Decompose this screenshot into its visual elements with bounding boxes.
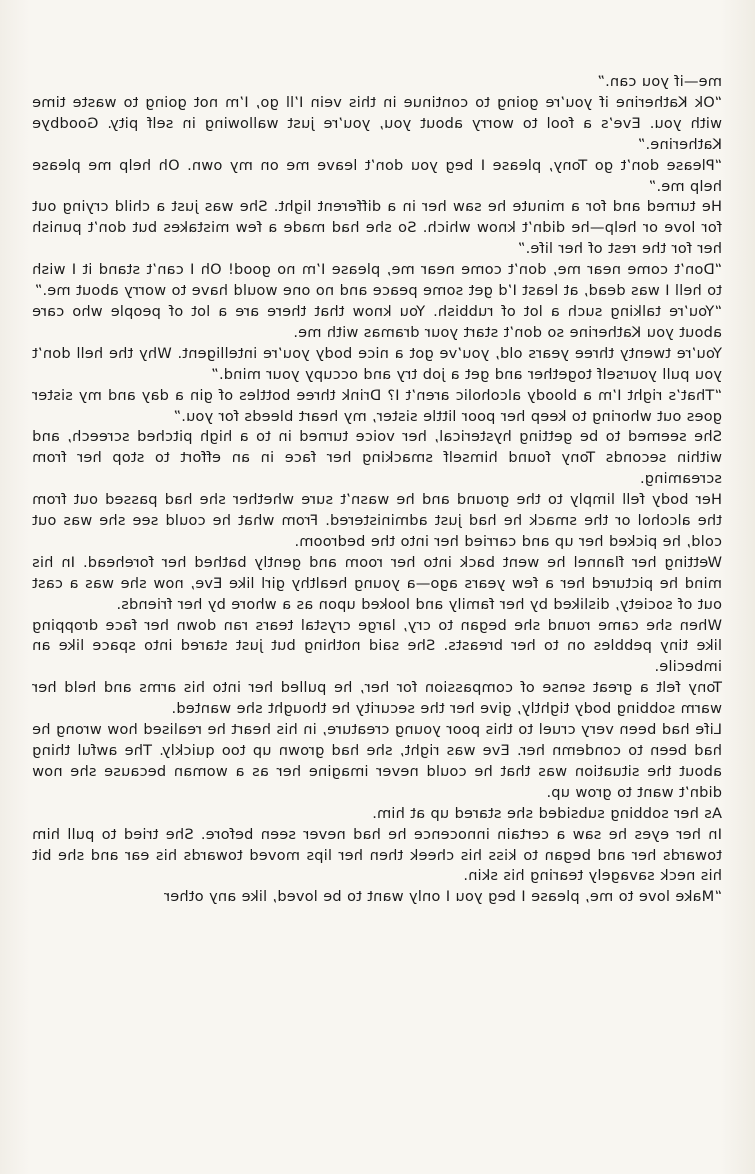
paragraph: Her body fell limply to the ground and he wasn’t sure whether she had passed out from the alcohol or the smack he had just administered. From what he could see she was out cold, he picked her up and carried her into the bedroom. [32,491,722,550]
paragraph: “Please don’t go Tony, please I beg you don’t leave me on my own. Oh help me please help me.” [32,156,722,195]
paragraph: He turned and for a minute he saw her in a different light. She was just a child crying out for love or help—he didn’t know which. So she had made a few mistakes but don’t punish her for the rest of her life.” [32,198,722,258]
paragraph: In her eyes he saw a certain innocence he had never seen before. She tried to pull him towards her and began to kiss his cheek then her lips moved towards his ear and she bit his neck savagely tearing his skin. [32,825,722,885]
paragraph: Wetting her flannel he went back into her room and gently bathed her forehead. In his mind he pictured her a few years ago—a young healthy girl like Eve, now she was a cast out of society, disliked by her family and looked upon as a whore by her friends. [32,553,722,613]
paragraph: You’re twenty three years old, you’ve got a nice body you’re intelligent. Why the hell don’t you pull yourself together and get a job try and occupy your mind.” [32,344,722,383]
paragraph: Life had been very cruel to this poor young creature, in his heart he realised how wrong he had been to condemn her. Eve was right, she had grown up too quickly. The awful thing about the situation was that he could never imagine her as a woman because she now didn’t want to grow up. [32,721,722,801]
paragraph: She seemed to be getting hysterical, her voice turned in to a high pitched screech, and within seconds Tony found himself smacking her face in an effort to stop her from screaming. [32,428,722,488]
paragraph: When she came round she began to cry, large crystal tears ran down her face dropping like tiny pebbles on to her breasts. She said nothing but just stared into space like an imbecile. [32,616,722,676]
paragraph: “Make love to me, please I beg you I only want to be loved, like any other [164,888,722,906]
paragraph: “Don’t come near me, don’t come near me, please I’m no good! Oh I can’t stand it I wish to hell I was dead, at least I’d get some peace and no one would have to worry about me.” [32,261,722,300]
paragraph: “Ok Katherine if you’re going to continue in this vein I’ll go, I’m not going to waste time with you. Eve’s a fool to worry about you, you’re just wallowing in self pity. Goodbye Katherine.” [32,93,722,153]
paragraph: me—if you can.” [597,73,722,90]
mirrored-text-block [32,72,722,908]
paragraph: “That’s right I’m a bloody alcoholic aren’t I? Drink three bottles of gin a day and my sister goes out whoring to keep her poor little sister, my heart bleeds for you.” [32,386,722,425]
paragraph: “You’re talking such a lot of rubbish. You know that there are a lot of people who care about you Katherine so don’t start your dramas with me. [32,302,722,341]
paragraph: As her sobbing subsided she stared up at him. [372,804,722,822]
paragraph: Tony felt a great sense of compassion for her, he pulled her into his arms and held her warm sobbing body tightly, give her the security he thought she wanted. [32,679,722,718]
